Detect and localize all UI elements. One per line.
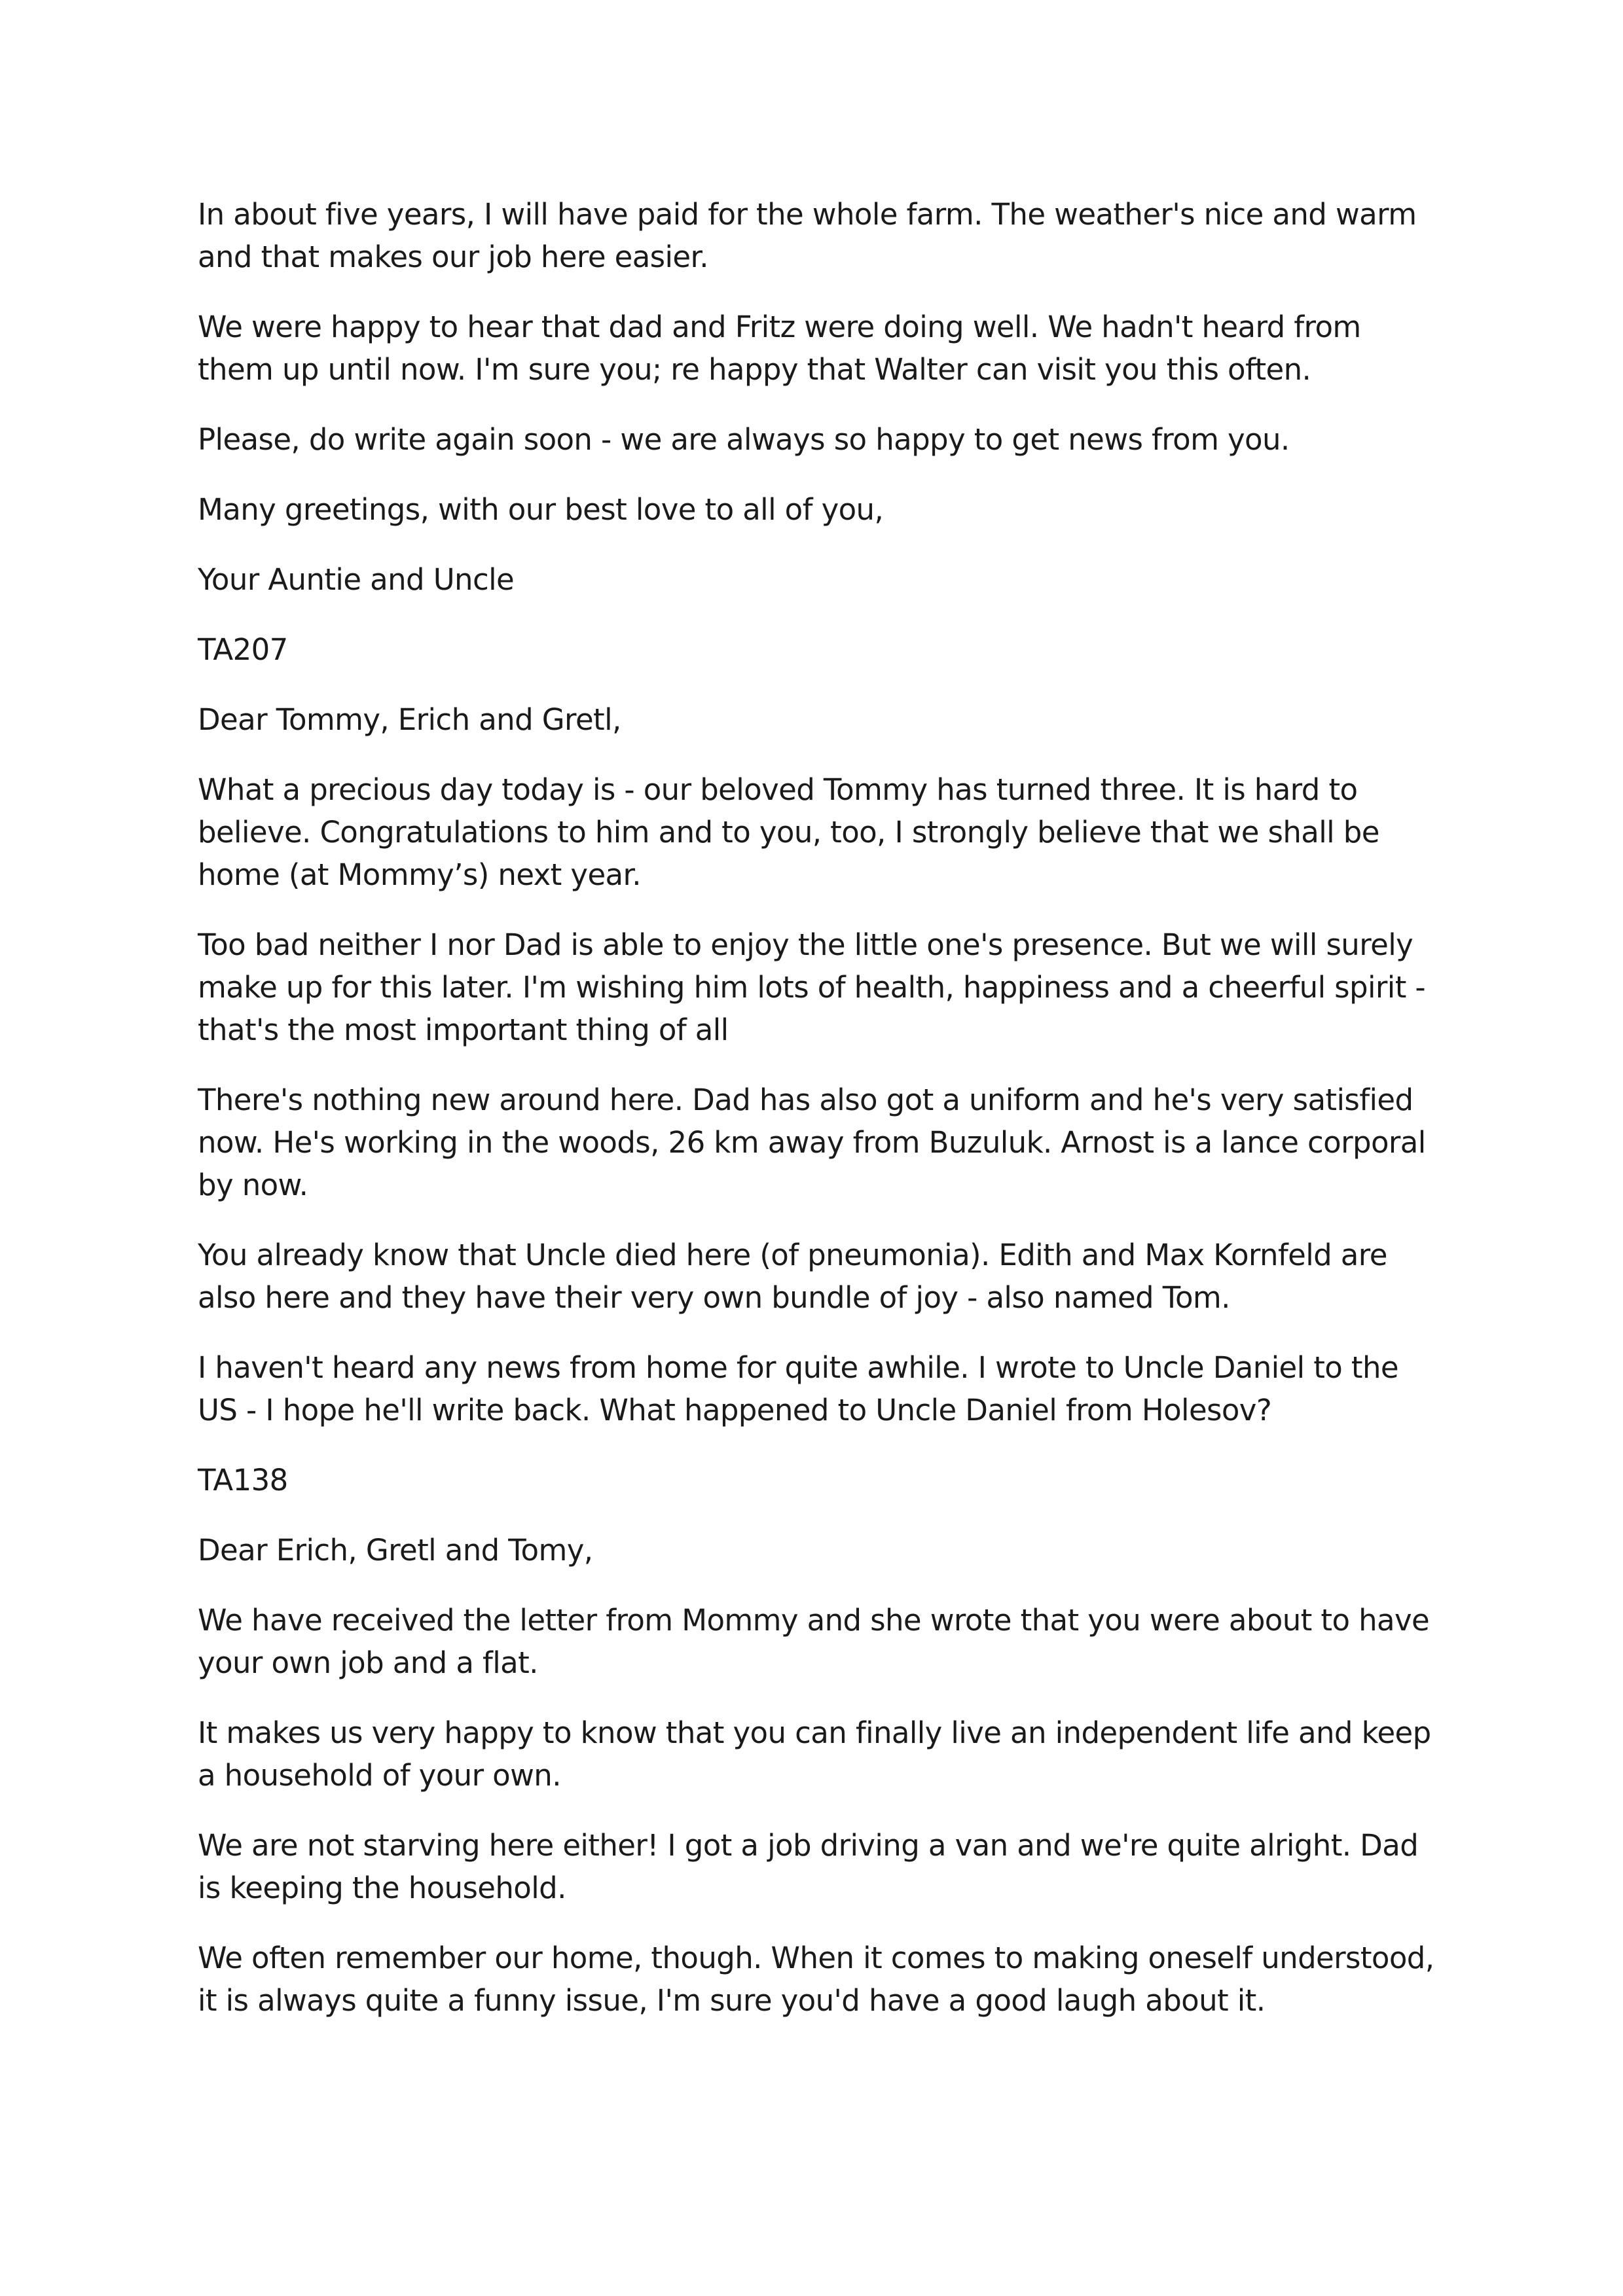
paragraph-not-starving: We are not starving here either! I got a job driving a van and we're quite alright. Dad is keeping the household. — [198, 1828, 1419, 1905]
salutation-erich-gretl-tomy: Dear Erich, Gretl and Tomy, — [198, 1533, 593, 1568]
paragraph-letter-from-mommy: We have received the letter from Mommy and she wrote that you were about to have your own job and a flat. — [198, 1603, 1430, 1680]
paragraph-birthday: What a precious day today is - our beloved Tommy has turned three. It is hard to believe. Congratulations to him and to you, too, I strongly believe that we shall be home (at Mommy’s) next year. — [198, 772, 1379, 892]
paragraph-greetings: Many greetings, with our best love to all of you, — [198, 492, 884, 527]
paragraph-write-again: Please, do write again soon - we are always so happy to get news from you. — [198, 422, 1290, 457]
reference-code-ta138: TA138 — [198, 1463, 288, 1498]
paragraph-independent-life: It makes us very happy to know that you can finally live an independent life and keep a household of your own. — [198, 1715, 1431, 1793]
paragraph-uncle-died: You already know that Uncle died here (of pneumonia). Edith and Max Kornfeld are also here and they have their very own bundle of joy - also named Tom. — [198, 1238, 1387, 1315]
paragraph-farm-payment: In about five years, I will have paid for the whole farm. The weather's nice and warm and that makes our job here easier. — [198, 197, 1417, 274]
paragraph-little-one: Too bad neither I nor Dad is able to enjoy the little one's presence. But we will surely make up for this later. I'm wishing him lots of health, happiness and a cheerful spirit - that's the most important thing of all — [198, 927, 1426, 1047]
paragraph-remember-home: We often remember our home, though. When it comes to making oneself understood, it is always quite a funny issue, I'm sure you'd have a good laugh about it. — [198, 1941, 1434, 2018]
salutation-tommy-erich-gretl: Dear Tommy, Erich and Gretl, — [198, 702, 621, 737]
paragraph-signature: Your Auntie and Uncle — [198, 562, 515, 597]
reference-code-ta207: TA207 — [198, 632, 288, 667]
paragraph-news-from-home: I haven't heard any news from home for quite awhile. I wrote to Uncle Daniel to the US - I hope he'll write back. What happened to Uncle Daniel from Holesov? — [198, 1350, 1398, 1427]
letter-body — [198, 193, 1442, 2049]
paragraph-uniform: There's nothing new around here. Dad has also got a uniform and he's very satisfied now. He's working in the woods, 26 km away from Buzuluk. Arnost is a lance corporal by now. — [198, 1083, 1426, 1202]
paragraph-dad-fritz: We were happy to hear that dad and Fritz were doing well. We hadn't heard from them up until now. I'm sure you; re happy that Walter can visit you this often. — [198, 310, 1361, 387]
